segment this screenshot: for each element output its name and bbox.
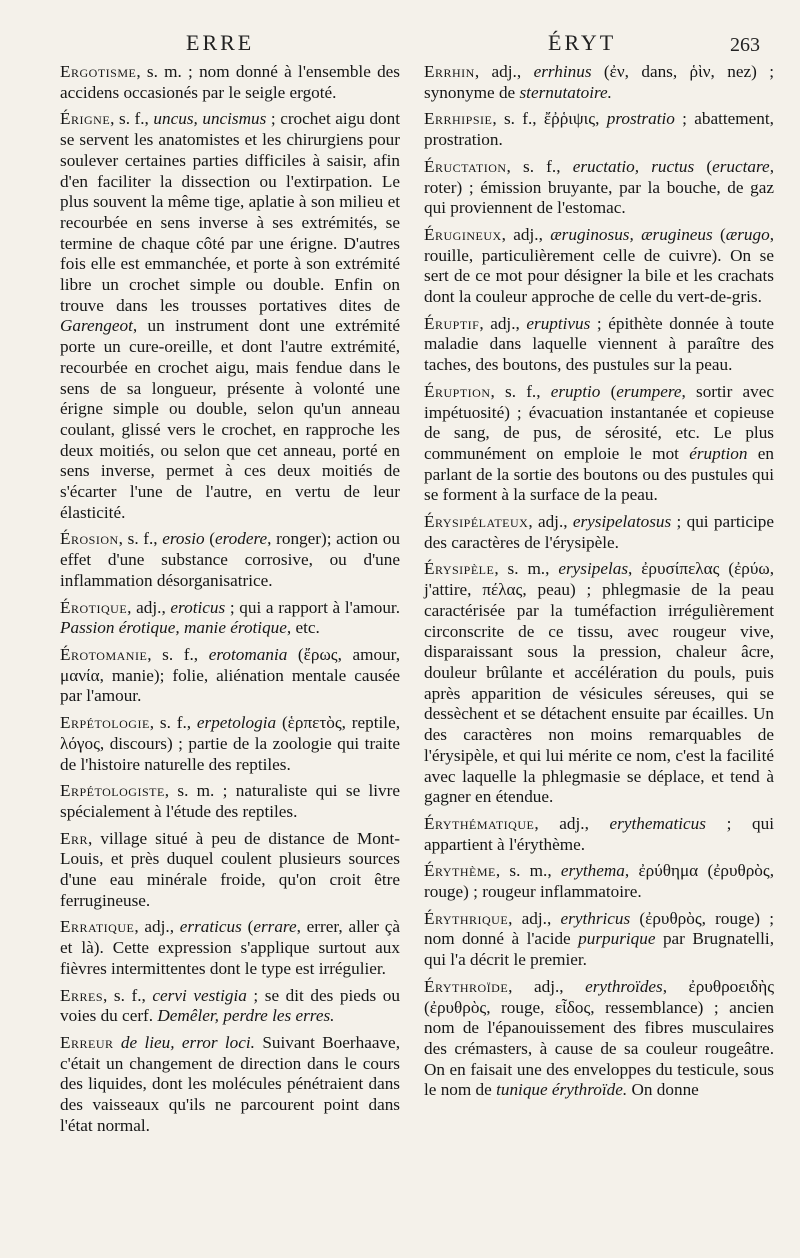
entry-headword: Erres <box>60 985 104 1005</box>
entry-text: , s. f., <box>147 644 209 664</box>
entry-text: , s. f., <box>110 109 154 129</box>
entry-headword: Érotique <box>60 597 128 617</box>
dictionary-entry <box>60 781 400 822</box>
dictionary-entry <box>424 157 774 219</box>
entry-text: , adj., <box>479 313 527 333</box>
entry-text: , adj., <box>534 813 610 833</box>
entry-italic-text: errhinus <box>533 62 592 81</box>
dictionary-entry <box>60 829 400 912</box>
entry-italic-text: eroticus <box>170 597 226 617</box>
entry-italic-text: eruptio <box>550 381 601 401</box>
entry-text: ( <box>241 917 254 937</box>
entry-text: (ἐν, dans, ῥὶν, nez) ; synonyme de <box>424 62 774 102</box>
dictionary-entry <box>60 986 400 1027</box>
entry-text: ( <box>600 381 617 401</box>
entry-headword: Éructation <box>424 156 507 176</box>
page-number: 263 <box>730 34 760 56</box>
entry-italic-text: purpurique <box>578 929 656 949</box>
entry-text: , s. f., ἔῤῥιψις, <box>492 109 607 129</box>
entry-text: par Brugnatelli, qui l'a décrit le premier. <box>424 929 774 970</box>
entry-text: , s. m. ; nom donné à l'ensemble des accidens occasionés par le seigle ergoté. <box>60 62 400 102</box>
dictionary-entry <box>424 909 774 971</box>
dictionary-entry <box>60 109 400 523</box>
entry-headword: Érosion <box>60 529 119 549</box>
entry-text: ( <box>694 156 713 176</box>
entry-text: (ἐρυθρὸς, rouge) ; nom donné à l'acide <box>424 908 775 949</box>
entry-italic-text: tunique érythroïde. <box>496 1080 628 1100</box>
entry-headword: Éruptif <box>424 313 480 333</box>
entry-text <box>114 1033 121 1052</box>
entry-headword: Érysipélateux <box>424 512 529 532</box>
entry-italic-text: erysipelas <box>558 559 629 579</box>
entry-text: , s. f., <box>118 529 163 549</box>
entry-text: , adj., <box>508 976 586 996</box>
entry-italic-text: uncus, uncismus <box>153 109 267 129</box>
entry-italic-text: Passion érotique, manie érotique <box>60 618 287 638</box>
entry-italic-text: erumpere <box>616 381 682 401</box>
entry-headword: Éruption <box>424 381 491 401</box>
entry-italic-text: eructare <box>712 156 770 176</box>
entry-headword: Érugineux <box>424 224 502 244</box>
entry-headword: Ergotisme <box>60 62 137 81</box>
entry-text: , adj., <box>134 917 180 937</box>
entry-text: , s. f., <box>149 713 197 733</box>
entry-text: , village situé à peu de distance de Mont-Louis, et près duquel coulent plusieurs sources d'une eau minérale froide, qu'on croit être ferrugineuse. <box>60 828 400 910</box>
dictionary-entry <box>60 1033 400 1137</box>
entry-text: , adj., <box>508 908 561 928</box>
entry-headword: Erpétologie <box>60 713 150 733</box>
entry-text: , s. f., <box>490 381 551 401</box>
entry-italic-text: erpetologia <box>196 713 277 733</box>
entry-italic-text: erodere <box>214 529 268 549</box>
entry-text: , adj., <box>474 62 534 81</box>
entry-italic-text: erythricus <box>560 908 631 928</box>
entry-text: , s. f., <box>506 156 573 176</box>
entry-text: ( <box>712 224 726 244</box>
entry-text: ; abattement, prostration. <box>424 109 774 150</box>
dictionary-entry <box>60 713 400 775</box>
entry-headword: Erreur <box>60 1032 114 1052</box>
entry-text: , etc. <box>286 618 320 638</box>
entry-italic-text: Garengeot <box>60 316 133 336</box>
dictionary-entry <box>424 225 774 308</box>
dictionary-entry <box>424 62 774 103</box>
entry-text: , rouille, particulièrement celle de cuivre). On se sert de ce mot pour désigner la bile et les crachats dont la couleur approche de celle du vert-de-gris. <box>424 224 774 307</box>
entry-text: ; crochet aigu dont se servent les anatomistes et les chirurgiens pour soulever certaines parties difficiles à saisir, afin d'en faciliter la dissection ou l'extirpation. Le plus souvent la même tige, aplatie à son milieu et recourbée en sens inverse à ses extrémités, se termine de chaque côté par une érigne. D'autres fois elle est emmanchée, et porte à son extrémité libre un crochet simple ou double. Enfin on trouve dans les trousses portatives dites de <box>60 109 400 315</box>
running-head-right: ÉRYT <box>548 30 617 55</box>
running-head-left: ERRE <box>186 30 255 55</box>
entry-headword: Érythroïde <box>424 976 509 996</box>
dictionary-entry <box>60 645 400 707</box>
entry-text: ; qui appartient à l'érythème. <box>424 813 774 854</box>
entry-italic-text: de lieu, error loci. <box>120 1032 255 1052</box>
entry-text: (ἑρπετὸς, reptile, λόγος, discours) ; partie de la zoologie qui traite de l'histoire naturelle des reptiles. <box>60 713 400 774</box>
entry-headword: Érigne <box>60 109 111 129</box>
entry-headword: Errhipsie <box>424 109 493 129</box>
entry-text: , ronger); action ou effet d'une substance corrosive, ou d'une inflammation désorganisatrice. <box>60 529 400 590</box>
entry-headword: Érysipèle <box>424 559 495 579</box>
entry-headword: Érythème <box>424 861 496 881</box>
entry-headword: Err <box>60 828 89 848</box>
entry-text: , ἐρύθημα (ἐρυθρὸς, rouge) ; rougeur inflammatoire. <box>424 861 775 902</box>
dictionary-entry <box>424 861 774 902</box>
entry-text: , ἐρυσίπελας (ἐρύω, j'attire, πέλας, peau) ; phlegmasie de la peau caractérisée par la tuméfaction irrégulièrement circonscrite de ce tissu, avec rougeur vive, disparaissant sous la pression, chaleur âcre, douleur brûlante et accélération du pouls, puis après apparition de vésicules séreuses, qui se dessèchent et se détachent ensuite par écailles. Un des caractères non moins remarquables de l'érysipèle, et qui lui mérite ce nom, c'est la facilité avec laquelle la phlegmasie se déplace, et tend à gagner en étendue. <box>424 559 774 807</box>
entry-italic-text: eruptivus <box>526 313 591 333</box>
entry-text: On donne <box>627 1080 699 1100</box>
entry-italic-text: æruginosus, ærugineus <box>550 224 713 244</box>
entry-italic-text: erraticus <box>179 917 242 937</box>
entry-text: , ἐρυθροειδὴς (ἐρυθρὸς, rouge, εἶδος, ressemblance) ; ancien nom de l'épanouissement des fibres musculaires des crémasters, à cause de sa couleur rougeâtre. On en faisait une des enveloppes du testicule, sous le nom de <box>424 976 774 1100</box>
entry-text: , un instrument dont une extrémité porte un cure-oreille, et dont l'autre extrémité, recourbée en crochet aigu, mais fendue dans le sens de sa longueur, présente à volonté une érigne simple ou double, selon qu'un anneau coulant, glissé vers le crochet, en rapproche les deux moitiés, ou selon que cet anneau, porté en sens inverse, permet à ces deux moitiés de s'écarter l'une de l'autre, en vertu de leur élasticité. <box>60 316 400 522</box>
dictionary-entry <box>424 109 774 150</box>
entry-text: Suivant Boerhaave, c'était un changement de direction dans le cours des liquides, dont les molécules pénétraient dans des vaisseaux qu'ils ne parcourent point dans l'état normal. <box>60 1032 400 1135</box>
entry-text: , adj., <box>501 224 551 244</box>
entry-italic-text: erotomania <box>208 644 288 664</box>
dictionary-entry <box>424 559 774 807</box>
entry-italic-text: éruption <box>689 443 748 463</box>
dictionary-entry <box>424 512 774 553</box>
entry-headword: Érotomanie <box>60 644 148 664</box>
entry-italic-text: sternutatoire. <box>519 82 612 102</box>
dictionary-entry <box>424 314 774 376</box>
dictionary-entry <box>60 529 400 591</box>
entry-italic-text: Demêler, perdre les erres. <box>157 1006 335 1026</box>
entry-italic-text: ærugo <box>725 224 770 244</box>
entry-italic-text: erythema <box>560 861 625 881</box>
dictionary-entry <box>60 917 400 979</box>
entry-text: , adj., <box>127 597 171 617</box>
dictionary-entry <box>424 814 774 855</box>
entry-italic-text: erysipelatosus <box>572 512 672 532</box>
entry-headword: Érythrique <box>424 908 509 928</box>
entry-text: , adj., <box>528 512 573 532</box>
entry-text: , s. m., <box>494 559 559 579</box>
left-column <box>60 62 400 1142</box>
entry-text: en parlant de la sortie des boutons ou des pustules qui se forment à la surface de la peau. <box>424 443 774 505</box>
entry-text: ; se dit des pieds ou voies du cerf. <box>60 985 400 1026</box>
dictionary-entry <box>424 382 774 506</box>
entry-headword: Errhin <box>424 62 475 81</box>
entry-italic-text: erythematicus <box>609 813 706 833</box>
entry-text: ; qui a rapport à l'amour. <box>225 597 400 617</box>
entry-italic-text: erythroïdes <box>585 976 663 996</box>
entry-text: , errer, aller çà et là). Cette expression s'applique surtout aux fièvres intermittentes dont le type est irrégulier. <box>60 917 400 978</box>
dictionary-entry <box>60 598 400 639</box>
entry-text: , roter) ; émission bruyante, par la bouche, de gaz qui proviennent de l'estomac. <box>424 156 774 218</box>
entry-text: , sortir avec impétuosité) ; évacuation instantanée et copieuse de sang, de pus, de sérosité, etc. Le plus communément on emploie le mot <box>424 381 774 463</box>
entry-italic-text: cervi vestigia <box>152 985 247 1005</box>
entry-italic-text: prostratio <box>606 109 675 129</box>
entry-headword: Erpétologiste <box>60 781 165 801</box>
entry-text: , s. m. ; naturaliste qui se livre spécialement à l'étude des reptiles. <box>60 781 400 821</box>
entry-text: ; qui participe des caractères de l'érysipèle. <box>424 512 774 552</box>
entry-text: (ἔρως, amour, μανία, manie); folie, aliénation mentale causée par l'amour. <box>60 644 400 706</box>
entry-text: , s. m., <box>495 861 561 881</box>
entry-italic-text: eructatio, ructus <box>572 156 695 176</box>
dictionary-entry <box>60 62 400 103</box>
entry-text: , s. f., <box>103 985 153 1005</box>
entry-headword: Erratique <box>60 917 135 937</box>
entry-text: ; épithète donnée à toute maladie dans laquelle viennent à paraître des taches, des boutons, des pustules sur la peau. <box>424 313 774 375</box>
entry-italic-text: errare <box>253 917 297 937</box>
dictionary-entry <box>424 977 774 1101</box>
entry-text: ( <box>204 529 215 549</box>
entry-headword: Érythématique <box>424 813 535 833</box>
entry-italic-text: erosio <box>162 529 205 549</box>
right-column <box>424 62 774 1107</box>
